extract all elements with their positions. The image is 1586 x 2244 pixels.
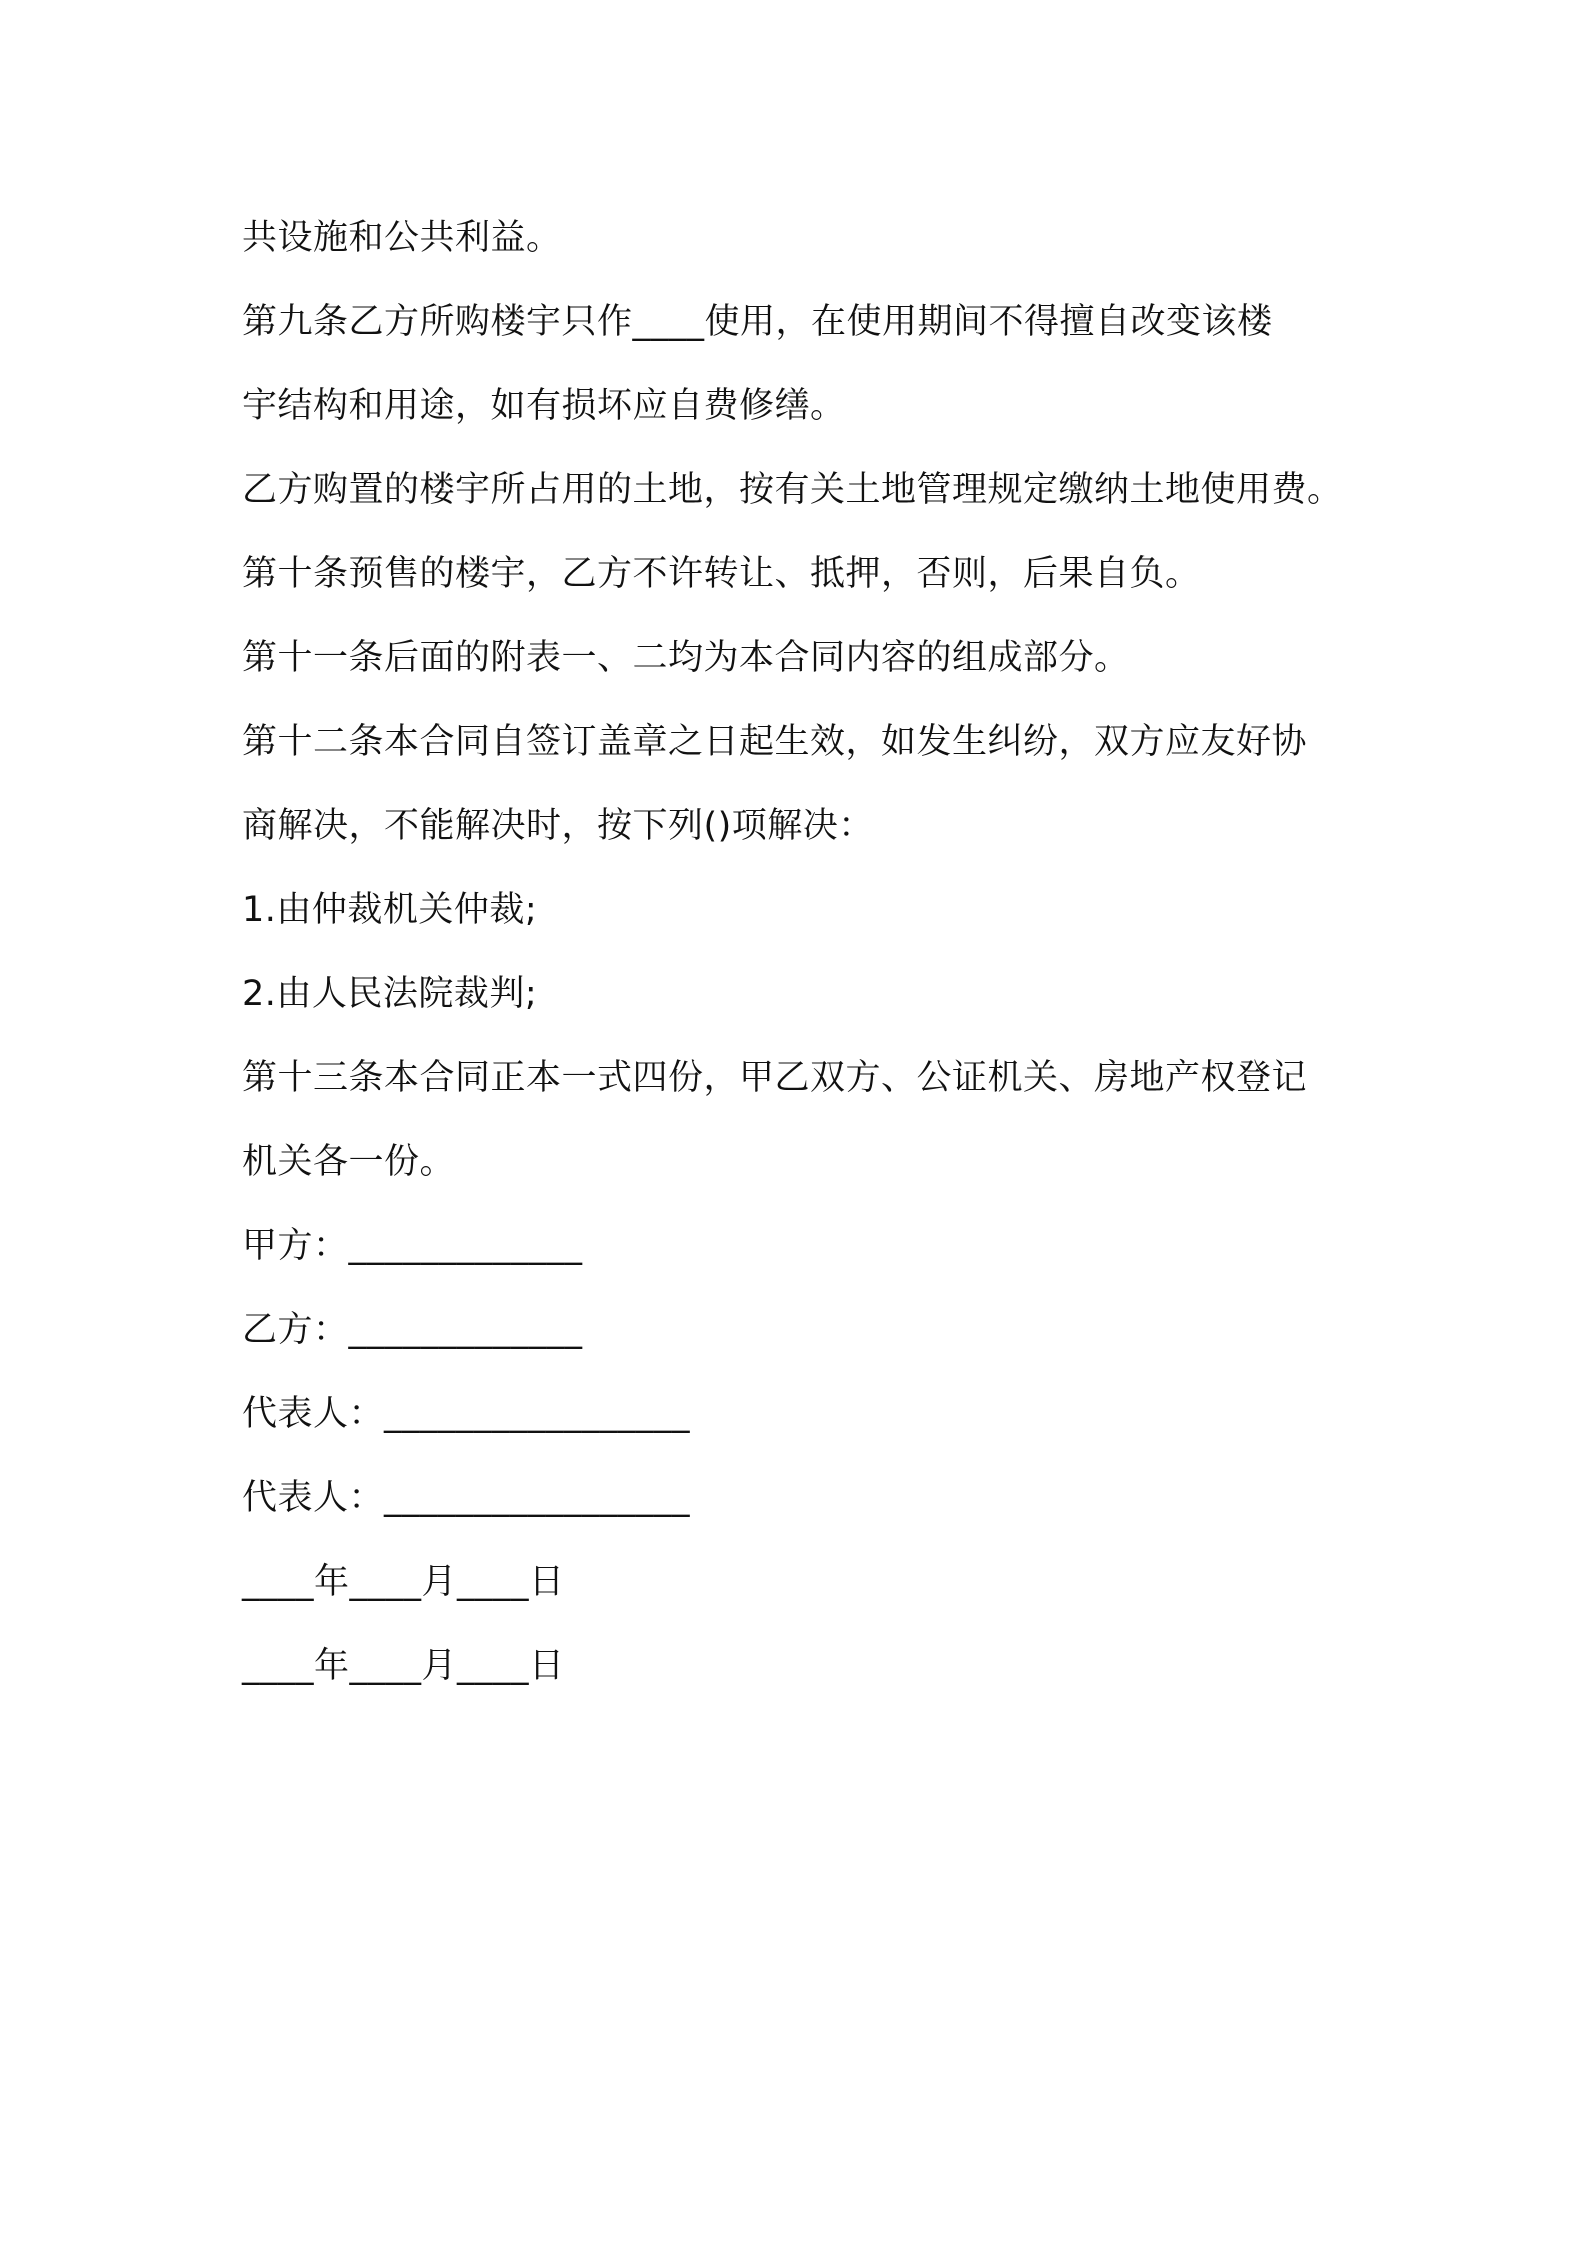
text-line: 宇结构和用途，如有损坏应自费修缮。 (242, 386, 846, 426)
text-line: 第十条预售的楼宇，乙方不许转让、抵押，否则，后果自负。 (242, 554, 1201, 594)
list-item: 1.由仲裁机关仲裁; (242, 890, 538, 930)
text-line: 第十一条后面的附表一、二均为本合同内容的组成部分。 (242, 638, 1130, 678)
representative-signature-line: 代表人：_________________ (242, 1478, 691, 1518)
date-line: ____年____月____日 (242, 1562, 565, 1602)
date-line: ____年____月____日 (242, 1646, 565, 1686)
text-line: 商解决，不能解决时，按下列()项解决： (242, 806, 874, 846)
text-line: 机关各一份。 (242, 1142, 456, 1182)
text-line: 乙方购置的楼宇所占用的土地，按有关土地管理规定缴纳土地使用费。 (242, 470, 1343, 510)
list-item: 2.由人民法院裁判; (242, 974, 538, 1014)
text-line: 共设施和公共利益。 (242, 218, 562, 258)
text-line: 第九条乙方所购楼宇只作____使用，在使用期间不得擅自改变该楼 (242, 302, 1273, 342)
representative-signature-line: 代表人：_________________ (242, 1394, 691, 1434)
party-a-signature-line: 甲方：_____________ (242, 1226, 583, 1266)
document-body (242, 196, 1402, 1708)
text-line: 第十二条本合同自签订盖章之日起生效，如发生纠纷，双方应友好协 (242, 722, 1308, 762)
party-b-signature-line: 乙方：_____________ (242, 1310, 583, 1350)
text-line: 第十三条本合同正本一式四份，甲乙双方、公证机关、房地产权登记 (242, 1058, 1308, 1098)
